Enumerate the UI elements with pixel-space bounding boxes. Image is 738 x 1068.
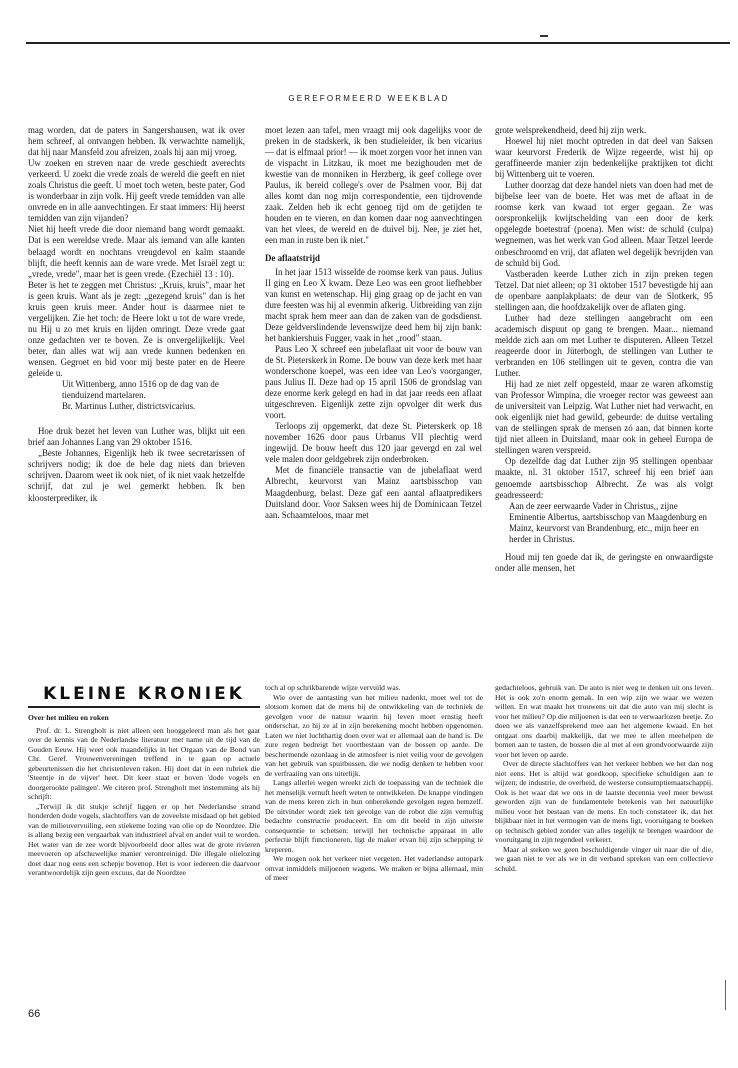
letter-quote: „Beste Johannes, Eigenlijk heb ik twee secretarissen of schrijvers nodig; ik doe de hele dag niets dan brieven schrijven. Daarom weet ik ook niet, of ik niet vaak hetzelfde schrijf, dat zul je wel gemerkt hebben. Ik ben kloosterprediker, ik	[28, 448, 245, 503]
paragraph: Paus Leo X schreef een jubelaflaat uit voor de bouw van de St. Pieterskerk in Rome. De bouw van deze kerk met haar wonderschone koepel, was een idee van Leo's voorganger, paus Julius II. Deze had op 15 april 1506 de grondslag van deze enorme kerk gelegd en had in dat jaar reeds een aflaat uitgeschreven. Eigenlijk zette zijn opvolger dit werk dus voort.	[265, 343, 482, 421]
scan-mark	[540, 35, 548, 37]
paragraph: Beter is het te zeggen met Christus: „Kruis, kruis", maar het is geen kruis. Want als je zegt: „gezegend kruis" dan is het kruis geen kruis meer. Ander hout is daarmee niet te vergelijken. Zie het toch: de Heere lokt u tot de ware vrede, nu Hij u zo met kruis en lijden omringt. Deze vrede gaat onze gedachten ver te boven. Ze is onvergelijkelijk. Veel beter, dan alles wat wij aan vrede kunnen bedenken en wensen. Gegroet en bid voor mij beste pater en de Heere geleide u.	[28, 279, 245, 379]
kroniek-column-3	[495, 683, 713, 873]
page-number: 66	[28, 1008, 41, 1020]
paragraph: toch al op schrikbarende wijze vervuild was.	[265, 683, 401, 692]
paragraph: Wie over de aantasting van het milieu nadenkt, moet wel tot de slotsom komen dat de mens bij de ontwikkeling van de techniek de gevolgen voor de natuur waarin hij leven moet ernstig heeft onderschat, zo hij ze al in zijn berekening mocht hebben opgenomen. Laten we niet luchthartig doen over wat er allemaal aan de hand is. De zure regen bedreigt het voortbestaan van de bossen op aarde. De beschermende ozonlaag in de atmosfeer is niet veilig voor de gevolgen van het gebruik van spuitbussen, die we nodig denken te hebben voor de verfraaiing van ons uiterlijk.	[265, 692, 483, 778]
kroniek-subheading: Over het milieu en roken	[28, 713, 109, 722]
section-heading: De aflaatstrijd	[265, 252, 320, 263]
paragraph: mag worden, dat de paters in Sangershausen, wat ik over hem schreef, al ontvangen hebben. Ik verwachtte namelijk, dat hij naar Mansfeld zou afreizen, zoals hij aan mij vroeg.	[28, 125, 245, 158]
paragraph: Hoewel hij niet mocht optreden in dat deel van Saksen waar keurvorst Frederik de Wijze regeerde, wist hij op geraffineerde manier zijn bedenkelijke praktijken tot dicht bij Wittenberg uit te voeren.	[495, 136, 713, 180]
paragraph: moet lezen aan tafel, men vraagt mij ook dagelijks voor de preken in de stadskerk, ik ben studieleider, ik ben vicarius — dat is elfmaal prior! — ik moet zorgen voor het innen van de vispacht in Litzkau, ik moet me bezighouden met de kwestie van de monniken in Herzberg, ik geef college over Paulus, ik bereid college's over de Psalmen voor. Bij dat alles komt dan nog mijn correspondentie, een tijdrovende zaak. Zelden heb ik echt genoeg tijd om de getijden te houden en te vieren, en dan komen daar nog aanvechtingen van het vlees, de wereld en de duivel bij. Nee, je ziet het, een man in ruste ben ik niet."	[265, 125, 482, 246]
kleine-kroniek-banner	[28, 683, 260, 707]
paragraph: Uw zoeken en streven naar de vrede geschiedt averechts verkeerd. U zoekt die vrede zoals de wereld die geeft en niet zoals Christus die geeft. U moet toch weten, beste pater, God is wonderbaar in zijn volk. Hij geeft vrede temidden van alle onvrede en in alle aanvechtingen. Er staat immers: Hij heerst temidden van zijn vijanden?	[28, 158, 245, 224]
paragraph: Maar al steken we geen beschuldigende vinger uit naar die of die, we gaan niet te ver als we in dit verband spreken van een collectieve schuld.	[495, 844, 713, 873]
letter-address: Aan de zeer eerwaarde Vader in Christus,, zijne Eminentie Albertus, aartsbisschop van Maagdenburg en Mainz, keurvorst van Brandenburg, etc., mijn heer en herder in Christus.	[509, 500, 707, 544]
paragraph: We mogen ook het verkeer niet vergeten. Het vaderlandse autopark omvat inmiddels miljoenen wagens. We maken er bijna allemaal, min of meer	[265, 854, 483, 882]
paragraph: Over de directe slachtoffers van het verkeer hebben we het dan nog niet eens. Het is altijd wat goedkoop, specifieke schuldigen aan te wijzen; de industrie, de overheid, de westerse consumptiemaatschappij. Ook is het waar dat we ons in de laatste decennia veel meer bewust geworden zijn van de fundamentele betekenis van het natuurlijke milieu voor het bestaan van de mens. En toch constateer ik, dat het blijkbaar niet in het vermogen van de mens ligt, vooruitgang te boeken op technisch gebied zonder van alles tegelijk te brengen waardoor de vooruitgang in zijn tegendeel verkeert.	[495, 759, 713, 844]
paragraph: gedachteloos, gebruik van. De auto is niet weg te denken uit ons leven. Het is ook zo'n enorm gemak. In een wip zijn we waar we wezen willen. En wat maakt het trouwens uit dat die auto van mij slecht is voor het milieu? Op die miljoenen is dat een te verwaarlozen beetje. Zo doen we als vanzelfsprekend mee aan het algemene kwaad. En het ontgaat ons daarbij makkelijk, dat we mee te allen meehelpen de bomen aan te tasten, de bossen die al met al een grondvoorwaarde zijn voor het leven op aarde.	[495, 683, 713, 759]
paragraph: Vastberaden keerde Luther zich in zijn preken tegen Tetzel. Dat niet alleen; op 31 oktober 1517 bevestigde hij aan de openbare aanplakplaats: de deur van de Slotkerk, 95 stellingen aan, die hoofdzakelijk over de aflaten ging.	[495, 268, 713, 312]
paragraph: Niet hij heeft vrede die door niemand bang wordt gemaakt. Dat is een wereldse vrede. Maar als iemand van alle kanten belaagd wordt en nochtans vreugdevol en kalm staande blijft, die heeft kennis aan de ware vrede. Met Israël zegt u: „vrede, vrede", maar het is geen vrede. (Ezechiël 13 : 10).	[28, 224, 245, 279]
paragraph: Houd mij ten goede dat ik, de geringste en onwaardigste onder alle mensen, het	[495, 551, 713, 573]
paragraph: Hoe druk bezet het leven van Luther was, blijkt uit een brief aan Johannes Lang van 29 oktober 1516.	[28, 426, 245, 448]
kroniek-column-2	[265, 683, 483, 883]
paragraph: „Terwijl ik dit stukje schrijf liggen er op het Nederlandse strand honderden dode vogels, slachtoffers van de zoveelste misdaad op het gebied van de milieuvervuiling, een stiekeme lozing van olie op de Noordzee. Die is allang bezig een vergaarbak van industrieel afval en ander vuil te worden. Het water van de zee wordt bijvoorbeeld door alles wat de grote rivieren meevoeren op afschuwelijke manier verontreinigd. Die illegale olielozing doet daar nog eens een schepje bovenop. Het is voor iedereen die daarvoor verantwoordelijk zijn geen excuus, dat de Noordzee	[28, 801, 260, 877]
letter-signature-place: Uit Wittenberg, anno 1516 op de dag van de tienduizend martelaren.	[62, 379, 219, 401]
paragraph: In het jaar 1513 wisselde de roomse kerk van paus. Julius II ging en Leo X kwam. Deze Leo was een groot liefhebber van kunst en wetenschap. Hij ging graag op de jacht en van dure feesten was hij al evenmin afkerig. Uitbreiding van zijn macht sprak hem meer aan dan de zaken van de godsdienst. Deze geldverslindende levenswijze deed hem bij zijn bank: het bankiershuis Fugger, vaak in het „rood" staan.	[265, 266, 482, 343]
paragraph: Prof. dr. L. Strengholt is niet alleen een hooggeleerd man als het gaat over de kennis van de Nederlandse literatuur met name uit de tijd van de Gouden Eeuw. Hij weet ook maandelijks in het Orgaan van de Bond van Chr. Geref. Vrouwenvereningen treffend in te gaan op actuele gebeurtenissen die het christenleven raken. Hij doet dat in een rubriek die 'Steentje in de vijver' heet. Dit keer staat er boven 'dode vogels en doorgerookte palingen'. We citeren prof. Strengholt met instemming als hij schrijft:	[28, 725, 260, 801]
paragraph: Op dezelfde dag dat Luther zijn 95 stellingen openbaar maakte, nl. 31 oktober 1517, schreef hij een brief aan genoemde aartsbisschop Albrecht. Ze was als volgt geadresseerd:	[495, 456, 713, 500]
paragraph: Terloops zij opgemerkt, dat deze St. Pieterskerk op 18 november 1626 door paus Urbanus VII plechtig werd ingewijd. De bouw heeft dus 120 jaar gevergd en zal wel vele malen door geldgebrek zijn onderbroken.	[265, 421, 482, 465]
column-1	[28, 125, 245, 504]
letter-signature-name: Br. Martinus Luther, districtsvicarius.	[62, 401, 196, 412]
kleine-kroniek-title: KLEINE KRONIEK	[43, 684, 245, 704]
running-header: GEREFORMEERD WEEKBLAD	[288, 94, 450, 103]
paragraph: Hij had ze niet zelf opgesteld, maar ze waren afkomstig van Professor Wimpina, die vroeger rector was geweest aan de universiteit van Leipzig. Wat Luther niet had verwacht, en ook eigenlijk niet had gewild, gebeurde: de duitse vertaling van de stellingen sprak de mensen zó aan, dat binnen korte tijd niet alleen in Duitsland, maar ook in geheel Europa de stellingen waren verspreid.	[495, 379, 713, 456]
paragraph: Luther had deze stellingen aangebracht om een academisch dispuut op gang te brengen. Maar... niemand meldde zich aan om met Luther te disputeren. Alleen Tetzel reageerde door in Jüterbogh, de stellingen van Luther te verbranden en 106 stellingen uit te geven, contra die van Luther.	[495, 312, 713, 379]
paragraph: Langs allerlei wegen wreekt zich de toepassing van de techniek die het menselijk vernuft heeft weten te ontwikkelen. De knappe vindingen van de mens keren zich in hun onberekende gevolgen tegen hemzelf. De uitvinder wordt ziek ten gevolge van de robot die zijn vernuftig bedachte constructie produceert. En om dit beeld in zijn uiterste consequentie te schetsen: terwijl het technische apparaat in alle perfectie blijft functioneren, ligt de maker ervan bij zijn schepping te kreperen.	[265, 778, 483, 854]
paragraph: grote welsprekendheid, deed hij zijn werk.	[495, 125, 647, 135]
top-rule	[26, 42, 730, 44]
paragraph: Luther doorzag dat deze handel niets van doen had met de bijbelse leer van de boete. Het was met de aflaat in de roomse kerk van kwaad tot erger gegaan. Ze was oorspronkelijk kwijtschelding van een door de kerk opgelegde boetestraf (poena). Men wist: de schuld (culpa) wegnemen, was het werk van God alleen. Maar Tetzel leerde onbeschroomd en vrij, dat aflaten wel degelijk bevrijden van de schuld bij God.	[495, 180, 713, 268]
kleine-kroniek-rule	[28, 706, 260, 708]
paragraph: Met de financiële transactie van de jubelaflaat werd Albrecht, keurvorst van Mainz aartsbisschop van Maagdenburg, belast. Deze gaf een aantal aflaatpredikers Duitsland door. Voor Saksen wees hij de Dominicaan Tetzel aan. Schaamteloos, maar met	[265, 465, 482, 520]
kroniek-column-1	[28, 713, 260, 878]
column-2	[265, 125, 482, 521]
scan-edge-mark	[725, 980, 726, 1010]
column-3	[495, 125, 713, 574]
